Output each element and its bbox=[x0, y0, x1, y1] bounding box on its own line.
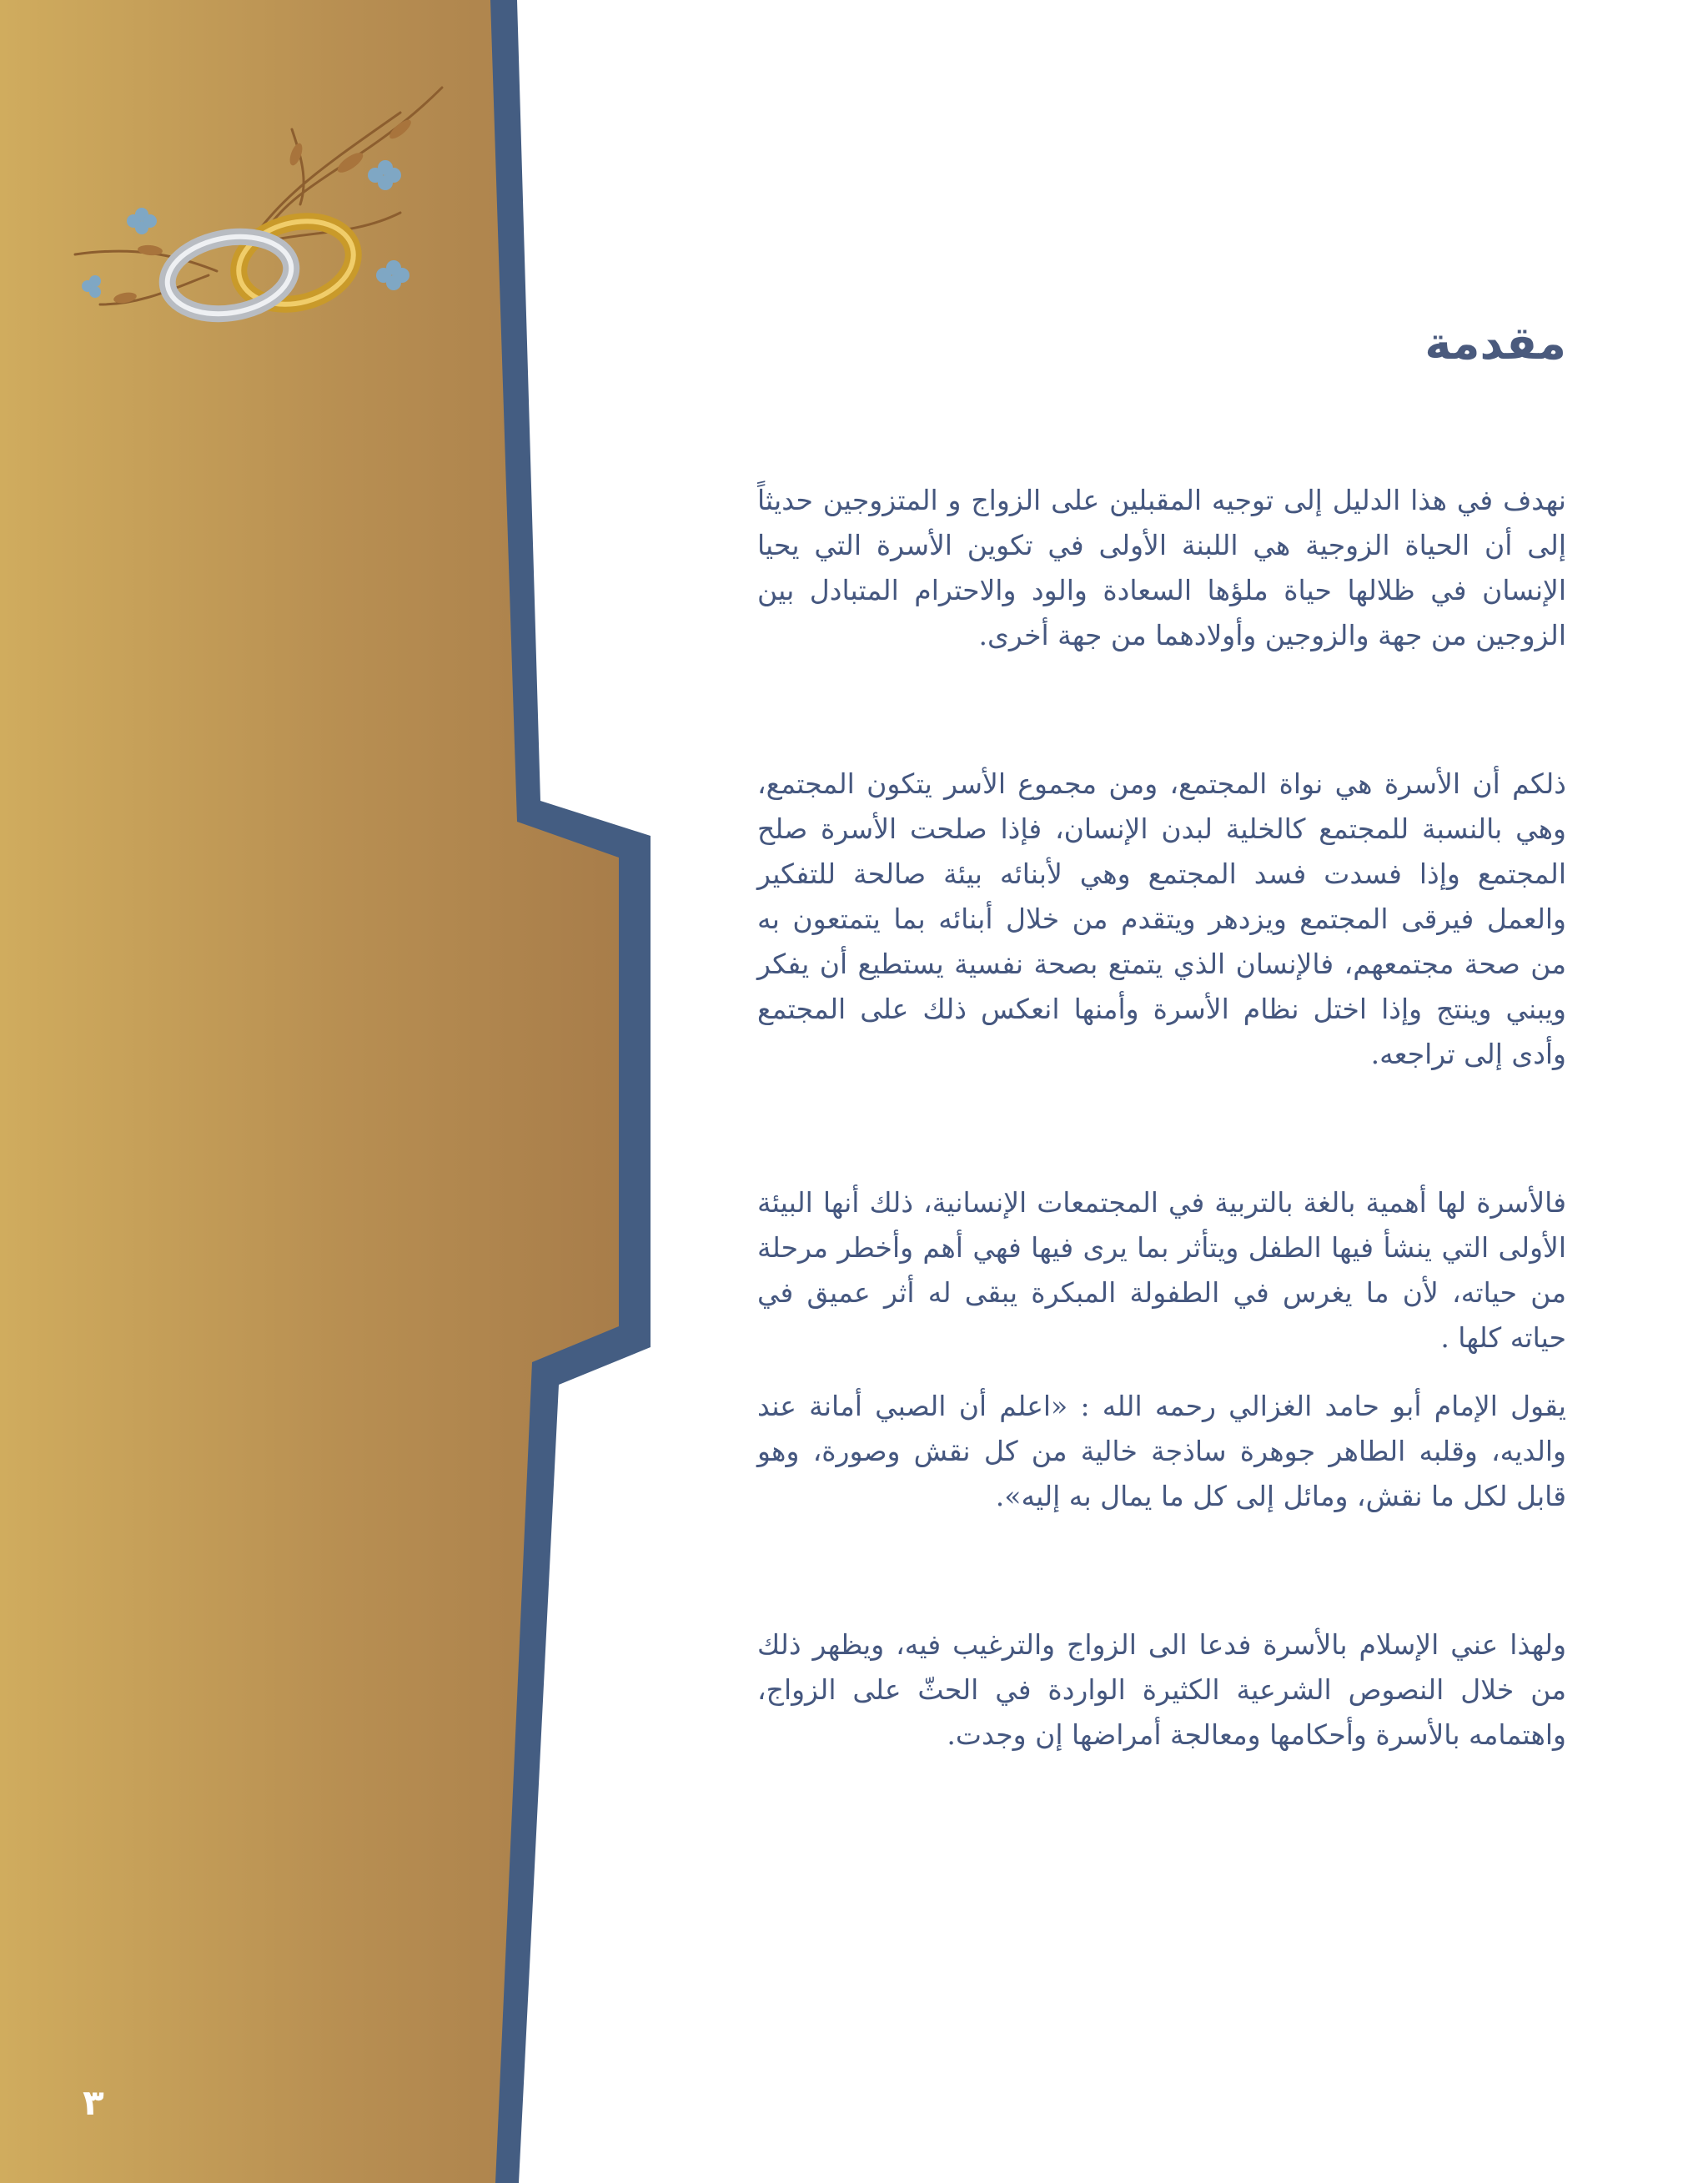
page-title: مقدمة bbox=[1424, 317, 1566, 370]
paragraph-islam: ولهذا عني الإسلام بالأسرة فدعا الى الزواج والترغيب فيه، ويظهر ذلك من خلال النصوص الشرعية الكثيرة الواردة في الحثّ على الزواج، واهتمامه بالأسرة وأحكامها ومعالجة أمراضها إن وجدت. bbox=[757, 1627, 1566, 1751]
paragraph-upbringing: فالأسرة لها أهمية بالغة بالتربية في المجتمعات الإنسانية، ذلك أنها البيئة الأولى التي ينشأ فيها الطفل ويتأثر بما يرى فيها فهي أهم وأخطر مرحلة من حياته، لأن ما يغرس في الطفولة المبكرة يبقى له أثر عميق في حياته كلها . bbox=[757, 1185, 1566, 1354]
paragraph-intro: نهدف في هذا الدليل إلى توجيه المقبلين على الزواج و المتزوجين حديثاً إلى أن الحياة الزوجية هي اللبنة الأولى في تكوين الأسرة التي يحيا الإنسان في ظلالها حياة ملؤها السعادة والود والاحترام المتبادل بين الزوجين من جهة والزوجين وأولادهما من جهة أخرى. bbox=[757, 483, 1566, 651]
main-content bbox=[757, 317, 1566, 1758]
paragraph-ghazali-quote: يقول الإمام أبو حامد الغزالي رحمه الله : «اعلم أن الصبي أمانة عند والديه، وقلبه الطاهر جوهرة ساذجة خالية من كل نقش وصورة، وهو قابل لكل ما نقش، ومائل إلى كل ما يمال به إليه». bbox=[757, 1389, 1566, 1512]
wedding-rings-icon bbox=[50, 79, 467, 338]
paragraph-society: ذلكم أن الأسرة هي نواة المجتمع، ومن مجموع الأسر يتكون المجتمع، وهي بالنسبة للمجتمع كالخلية لبدن الإنسان، فإذا صلحت الأسرة صلح المجتمع وإذا فسدت فسد المجتمع وهي لأبنائه بيئة صالحة للتفكير والعمل فيرقى المجتمع ويزدهر ويتقدم من خلال أبنائه بما يتمتعون به من صحة مجتمعهم، فالإنسان الذي يتمتع بصحة نفسية يستطيع أن يفكر ويبني وينتج وإذا اختل نظام الأسرة وأمنها انعكس ذلك على المجتمع وأدى إلى تراجعه. bbox=[757, 767, 1566, 1070]
page-number: ٣ bbox=[83, 2082, 104, 2123]
